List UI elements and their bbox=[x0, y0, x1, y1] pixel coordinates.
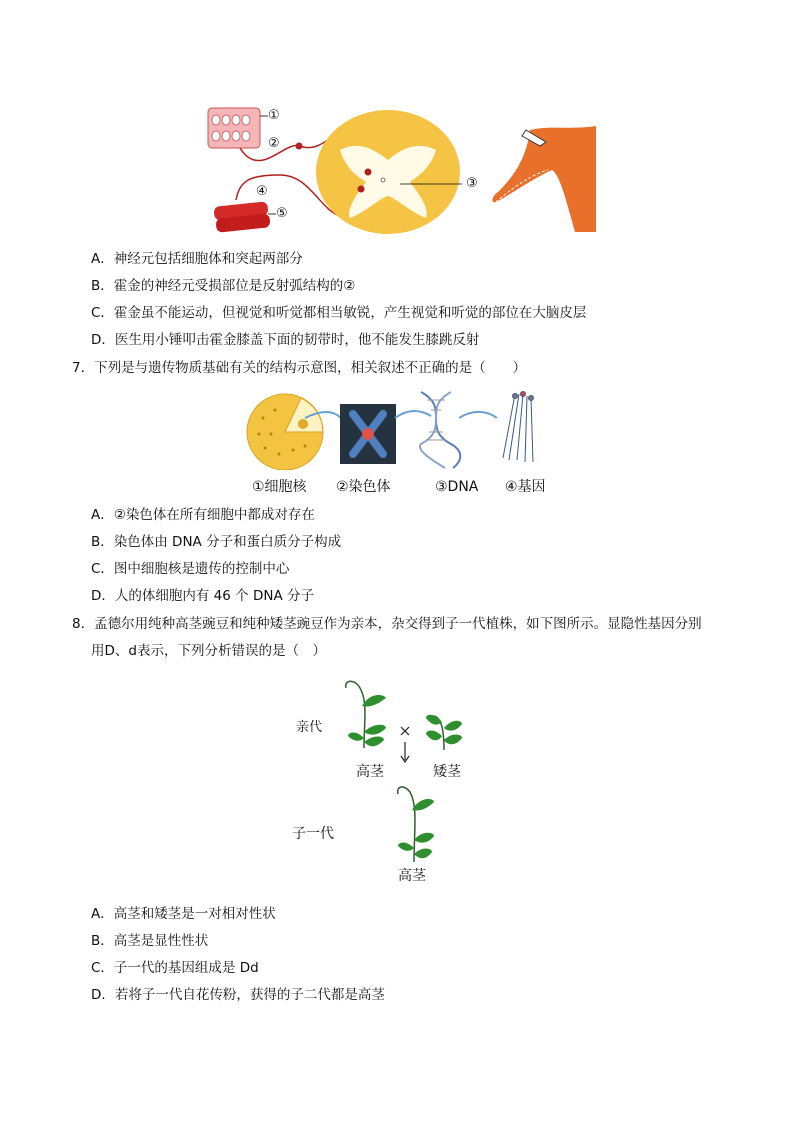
q8-option-a: A．高茎和矮茎是一对相对性状 bbox=[91, 906, 276, 922]
figure-label-dna: ③DNA bbox=[435, 479, 479, 495]
f1-tall-pea-plant-icon bbox=[398, 787, 434, 862]
figure-label-nucleus: ①细胞核 bbox=[252, 479, 307, 495]
reflex-label-2: ② bbox=[268, 136, 280, 151]
leg-knee-icon bbox=[492, 126, 596, 232]
figure-label-chromosome: ②染色体 bbox=[336, 479, 391, 495]
reflex-label-1: ① bbox=[268, 108, 280, 123]
reflex-arc-figure bbox=[200, 100, 600, 240]
q8-option-b: B．高茎是显性性状 bbox=[91, 933, 209, 949]
tall-stem-label: 高茎 bbox=[356, 764, 384, 780]
dwarf-pea-plant-icon bbox=[426, 715, 462, 750]
receptor-skin-icon bbox=[208, 108, 260, 148]
q8-stem-line1: 8．孟德尔用纯种高茎豌豆和纯种矮茎豌豆作为亲本，杂交得到子一代植株，如下图所示。显隐性基因分别 bbox=[72, 616, 702, 632]
reflex-label-3: ③ bbox=[466, 176, 478, 191]
muscle-effector-icon bbox=[213, 201, 270, 233]
f1-generation-label: 子一代 bbox=[292, 826, 334, 842]
figure-label-gene: ④基因 bbox=[505, 479, 546, 495]
q8-stem-line2: 用D、d表示，下列分析错误的是（ ） bbox=[91, 643, 326, 659]
nucleus-icon bbox=[247, 394, 323, 470]
q7-option-b: B．染色体由 DNA 分子和蛋白质分子构成 bbox=[91, 534, 342, 550]
dwarf-stem-label: 矮茎 bbox=[433, 764, 461, 780]
spinal-cord-icon bbox=[316, 110, 460, 234]
chromosome-icon bbox=[340, 404, 396, 464]
q6-option-c: C．霍金虽不能运动，但视觉和听觉都相当敏锐，产生视觉和听觉的部位在大脑皮层 bbox=[91, 305, 587, 321]
q7-option-c: C．图中细胞核是遗传的控制中心 bbox=[91, 561, 290, 577]
q6-option-b: B．霍金的神经元受损部位是反射弧结构的② bbox=[91, 278, 356, 294]
tall-pea-plant-icon bbox=[346, 681, 386, 748]
dna-helix-icon bbox=[420, 392, 460, 468]
reflex-label-5: ⑤ bbox=[276, 206, 288, 221]
f1-tall-stem-label: 高茎 bbox=[398, 868, 426, 884]
q8-option-d: D．若将子一代自花传粉，获得的子二代都是高茎 bbox=[91, 987, 385, 1003]
q8-option-c: C．子一代的基因组成是 Dd bbox=[91, 960, 259, 976]
genetics-structure-figure bbox=[245, 388, 550, 470]
gene-icon bbox=[503, 392, 534, 463]
q7-option-a: A．②染色体在所有细胞中都成对存在 bbox=[91, 507, 315, 523]
q7-stem: 7．下列是与遗传物质基础有关的结构示意图，相关叙述不正确的是（ ） bbox=[72, 360, 527, 376]
reflex-label-4: ④ bbox=[256, 184, 268, 199]
q7-option-d: D．人的体细胞内有 46 个 DNA 分子 bbox=[91, 588, 314, 604]
q6-option-a: A．神经元包括细胞体和突起两部分 bbox=[91, 251, 303, 267]
parent-generation-label: 亲代 bbox=[296, 720, 323, 735]
q6-option-d: D．医生用小锤叩击霍金膝盖下面的韧带时，他不能发生膝跳反射 bbox=[91, 332, 480, 348]
